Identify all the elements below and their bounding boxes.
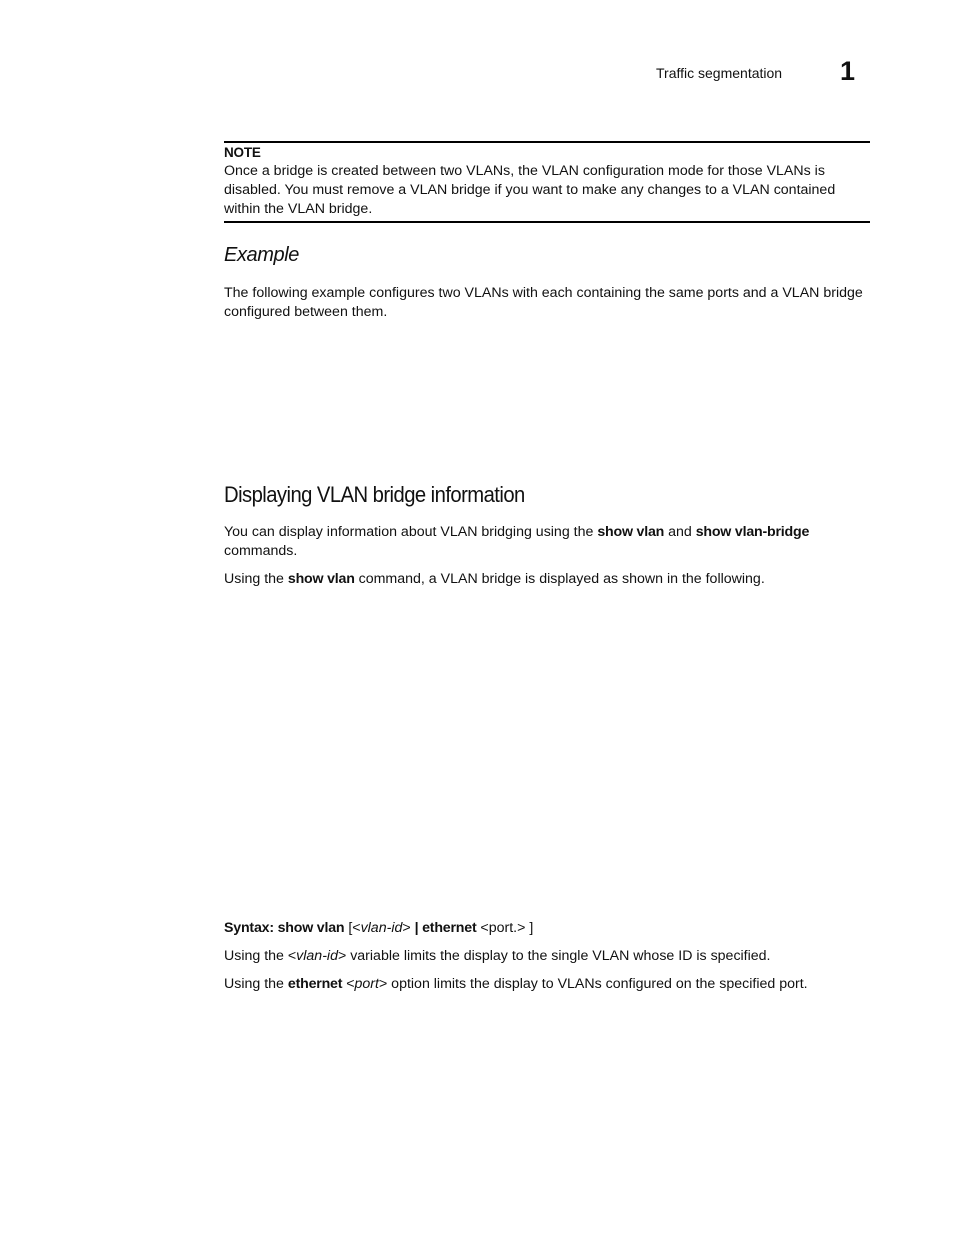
note-text: Once a bridge is created between two VLANs, the VLAN configuration mode for those VLANs is disabled. You must remove a VLAN bridge if you want to make any changes to a VLAN contained within the VLAN bridge. xyxy=(224,163,836,217)
text-run: [< xyxy=(344,920,361,936)
syntax-label: Syntax: show vlan xyxy=(224,920,345,936)
example-text: The following example configures two VLANs with each containing the same ports and a VLAN bridge configured between them. xyxy=(224,285,863,320)
text-run: > variable limits the display to the single VLAN whose ID is specified. xyxy=(337,948,771,964)
section-heading: Displaying VLAN bridge information xyxy=(224,482,525,507)
paragraph-show-vlan-usage xyxy=(224,570,874,589)
command-show-vlan: show vlan xyxy=(287,571,355,587)
command-show-vlan-bridge: show vlan-bridge xyxy=(695,524,810,540)
keyword-ethernet: ethernet xyxy=(287,976,343,992)
text-run: > xyxy=(402,920,415,936)
text-run: Using the xyxy=(224,976,288,992)
text-run: Using the xyxy=(224,571,288,587)
example-heading: Example xyxy=(224,244,300,266)
chapter-number: 1 xyxy=(840,56,856,86)
note-top-rule xyxy=(224,141,870,143)
paragraph-ethernet-option xyxy=(224,975,874,994)
variable-port: port xyxy=(354,976,379,992)
syntax-line xyxy=(224,919,874,938)
text-run: < xyxy=(342,976,355,992)
text-run: Using the < xyxy=(224,948,297,964)
variable-vlan-id: vlan-id xyxy=(296,948,338,964)
running-header-title: Traffic segmentation xyxy=(656,65,783,81)
text-run: > option limits the display to VLANs configured on the specified port. xyxy=(378,976,808,992)
text-run: You can display information about VLAN bridging using the xyxy=(224,524,598,540)
note-label: NOTE xyxy=(224,145,261,160)
text-run: command, a VLAN bridge is displayed as shown in the following. xyxy=(354,571,765,587)
note-bottom-rule xyxy=(224,221,870,223)
text-run: and xyxy=(664,524,696,540)
text-run: commands. xyxy=(224,543,298,559)
variable-vlan-id: vlan-id xyxy=(360,920,403,936)
paragraph-display-info xyxy=(224,523,874,561)
text-run: <port.> ] xyxy=(476,920,534,936)
keyword-ethernet: | ethernet xyxy=(414,920,477,936)
paragraph-vlan-id-variable xyxy=(224,947,874,966)
command-show-vlan: show vlan xyxy=(597,524,665,540)
